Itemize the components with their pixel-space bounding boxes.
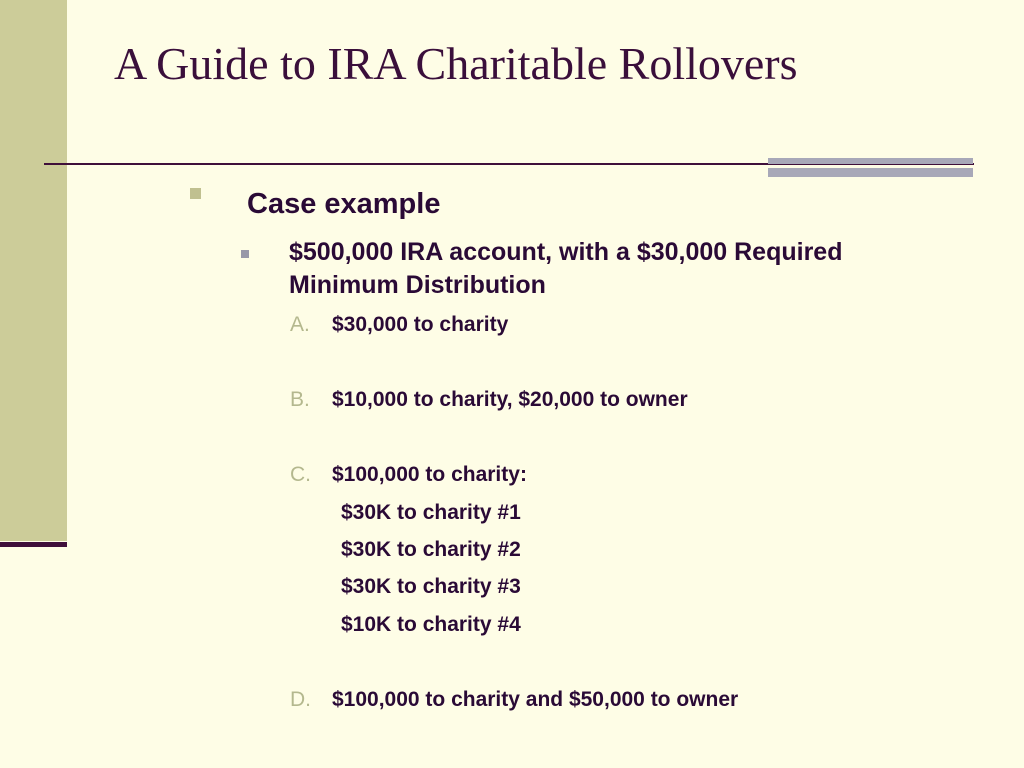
option-c-letter: C. xyxy=(290,463,311,486)
option-c-line-4: $10K to charity #4 xyxy=(341,613,521,636)
option-c-line-3: $30K to charity #3 xyxy=(341,575,521,598)
option-b-letter: B. xyxy=(290,388,310,411)
option-a-letter: A. xyxy=(290,313,310,336)
option-a-text: $30,000 to charity xyxy=(332,313,509,336)
option-b-text: $10,000 to charity, $20,000 to owner xyxy=(332,388,688,411)
option-d xyxy=(290,687,738,713)
option-a xyxy=(290,312,508,338)
accent-stripe-top xyxy=(768,158,973,164)
accent-bar xyxy=(768,158,973,178)
option-c-line-1: $30K to charity #1 xyxy=(341,501,521,524)
ira-account-text: $500,000 IRA account, with a $30,000 Required Minimum Distribution xyxy=(289,238,843,299)
option-d-letter: D. xyxy=(290,688,311,711)
accent-stripe-bottom xyxy=(768,168,973,177)
left-decorative-band xyxy=(0,0,67,541)
option-c-line-2: $30K to charity #2 xyxy=(341,538,521,561)
option-c xyxy=(290,462,527,488)
case-example-label: Case example xyxy=(247,188,441,220)
small-square-bullet-icon xyxy=(241,250,249,258)
square-bullet-icon xyxy=(190,188,201,199)
option-c-text: $100,000 to charity: xyxy=(332,463,527,486)
case-example-bullet xyxy=(190,188,441,220)
option-d-text: $100,000 to charity and $50,000 to owner xyxy=(332,688,739,711)
left-band-rule xyxy=(0,542,67,547)
slide-title: A Guide to IRA Charitable Rollovers xyxy=(114,38,798,89)
option-b xyxy=(290,387,688,413)
